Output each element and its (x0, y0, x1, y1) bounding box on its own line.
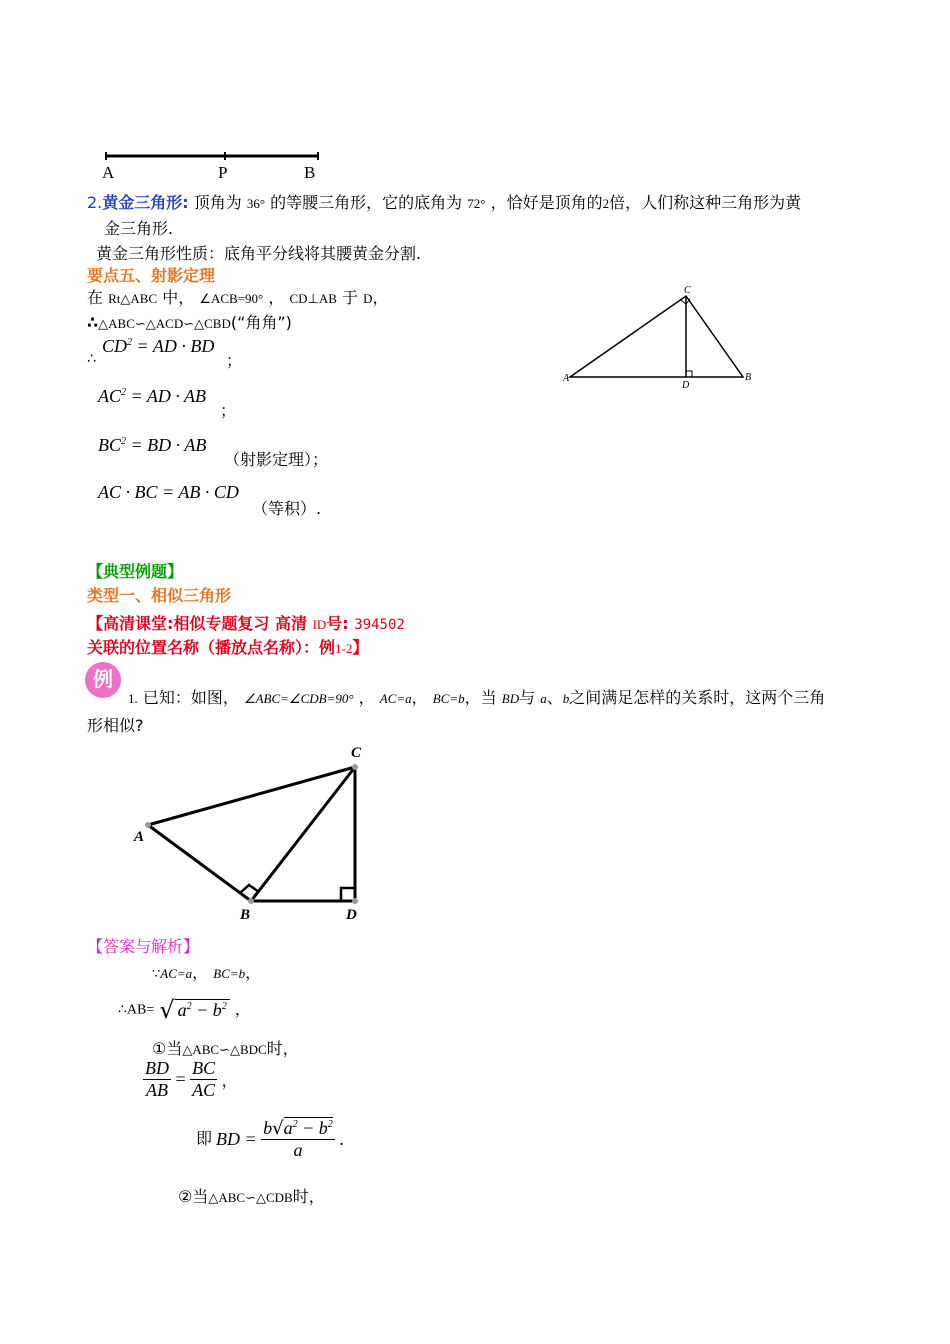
case2-line (178, 1186, 325, 1209)
answer-title: 【答案与解析】 (87, 937, 200, 956)
golden-property (96, 243, 421, 265)
frac-bd-ab (143, 1058, 171, 1101)
q-f: BC=b (432, 691, 465, 706)
eq4-suffix: （等积）. (252, 499, 322, 518)
position-line (87, 637, 368, 660)
s5-l1-d: ∠ACB=90° (199, 291, 264, 306)
frac1-num: BD (145, 1058, 169, 1078)
fig2-label-b: B (240, 907, 251, 923)
bd-suffix: . (339, 1129, 344, 1149)
q-e: ， (411, 688, 428, 707)
q-g: ，当 (464, 688, 497, 707)
bd-sqrt-sign: √ (272, 1118, 284, 1139)
type1-heading: 类型一、相似三角形 (87, 586, 232, 605)
q-d: AC=a (379, 691, 412, 706)
therefore-sign: ∴ (87, 351, 96, 367)
section5-title: 要点五、射影定理 (87, 266, 216, 285)
s5-l1-e: ， (268, 288, 285, 307)
golden-deg36: 36° (246, 196, 266, 211)
s5-l2-c: (“角角”) (230, 313, 292, 332)
frac-bc-ac (190, 1058, 217, 1101)
eq4: AC · BC = AB · CD (98, 482, 239, 502)
s5-l1-a: 在 (87, 288, 104, 307)
golden-heading-title: 黄金三角形: (102, 193, 189, 212)
q-l: b (562, 691, 570, 706)
frac-suffix: ， (221, 1073, 238, 1090)
a-l1-c: ， (192, 963, 209, 982)
fig1-right-angle-d (686, 371, 692, 377)
golden-deg72: 72° (467, 196, 486, 211)
bd-num-b: b (263, 1118, 273, 1138)
course-line (87, 613, 405, 636)
label-b: B (304, 163, 316, 182)
frac1-den: AB (146, 1080, 168, 1100)
ratio-eq-sign: = (175, 1069, 186, 1089)
c1-a: ①当 (152, 1039, 183, 1058)
q-j: a (540, 691, 547, 706)
position-a: 关联的位置名称（播放点名称）：例 (87, 638, 336, 657)
eq2: $AC^2$ = AD · AB (98, 386, 206, 406)
c2-c: 时， (292, 1187, 325, 1206)
q-b: ∠ABC=∠CDB=90° (243, 691, 354, 706)
s5-l1-b: Rt△ABC (108, 291, 158, 306)
a-l2-a: ∴AB= (118, 1002, 155, 1018)
label-a: A (102, 163, 115, 182)
fig2-point-a (145, 822, 151, 828)
example-badge: 例 (85, 662, 121, 698)
eq3: $BC^2$ = BD · AB (98, 435, 207, 455)
course-c: 号: (326, 614, 349, 633)
bd-num-radicand: $a^2 - b^2$ (283, 1118, 333, 1138)
answer-line2 (118, 996, 251, 1024)
a-l1-e: ， (245, 963, 262, 982)
bd-fraction (261, 1118, 335, 1161)
c2-a: ②当 (178, 1187, 209, 1206)
fig2-line-ab (148, 825, 251, 901)
eq2-suffix: ； (220, 401, 237, 420)
fig2-right-angle-b (240, 885, 259, 893)
q-a: 已知：如图， (142, 688, 239, 707)
golden-triangle-line2 (104, 218, 173, 240)
label-p: P (218, 163, 228, 182)
figure2-triangles (128, 740, 378, 925)
golden-text-a: 顶角为 (193, 193, 242, 212)
q-c: ， (358, 688, 375, 707)
question-line1 (128, 687, 825, 710)
question-line2: 形相似? (87, 716, 144, 735)
ji-label: 即 (196, 1129, 213, 1148)
q-k: 、 (546, 688, 563, 707)
bd-equation (216, 1118, 344, 1161)
s5-l1-g: 于 (342, 288, 359, 307)
fig2-label-c: C (351, 745, 362, 761)
golden-heading-number: 2. (87, 193, 103, 212)
a-l1-d: BC=b (213, 966, 246, 981)
q-num: 1. (128, 691, 138, 706)
c2-b: △ABC∽△CDB (208, 1190, 293, 1205)
golden-text-e: 金三角形. (104, 219, 174, 238)
c1-b: △ABC∽△BDC (182, 1042, 267, 1057)
course-id: 394502 (354, 617, 405, 633)
fig1-label-d: D (682, 380, 690, 391)
ratio-equation (143, 1058, 238, 1101)
eq1: $CD^2$ = AD · BD (102, 336, 215, 356)
fig1-triangle-abc (570, 296, 743, 377)
a-l2-b: ， (234, 999, 251, 1019)
frac2-num: BC (192, 1058, 216, 1078)
s5-l1-c: 中， (162, 288, 195, 307)
eq1-suffix: ； (226, 351, 243, 370)
eq3-suffix: （射影定理）； (224, 450, 329, 469)
sqrt-sign: √ (159, 996, 175, 1024)
section5-line1 (87, 287, 389, 310)
position-b: 1-2 (335, 641, 353, 656)
s5-l1-f: CD⊥AB (289, 291, 337, 306)
bd-lhs: BD = (216, 1129, 257, 1149)
s5-l1-h: D (363, 291, 373, 306)
segment-apb-figure (100, 148, 330, 182)
fig2-point-c (352, 764, 358, 770)
fig2-point-d (352, 898, 358, 904)
fig2-label-a: A (134, 829, 145, 845)
q-h: BD (501, 691, 520, 706)
q-m: 之间满足怎样的关系时，这两个三角 (569, 688, 826, 707)
bd-numerator (261, 1118, 335, 1140)
golden-property-text: 黄金三角形性质：底角平分线将其腰黄金分割. (96, 244, 422, 263)
golden-text-d: 倍，人们称这种三角形为黄 (609, 193, 802, 212)
section5-line2 (87, 312, 292, 335)
position-c: 】 (352, 638, 369, 657)
s5-l1-i: ， (372, 288, 389, 307)
golden-text-b: 的等腰三角形，它的底角为 (270, 193, 463, 212)
golden-two: 2 (602, 196, 610, 211)
answer-line1 (152, 962, 261, 985)
fig2-point-b (248, 898, 254, 904)
fig2-label-d: D (346, 907, 357, 923)
golden-text-c: ，恰好是顶角的 (490, 193, 603, 212)
fig1-label-c: C (684, 285, 691, 296)
course-b: ID (312, 617, 327, 632)
a-l1-b: AC=a (160, 966, 193, 981)
figure1-right-triangle (555, 280, 765, 395)
s5-l2-a: ∴ (87, 313, 99, 332)
golden-triangle-line1 (87, 192, 801, 215)
examples-heading: 【典型例题】 (87, 562, 184, 581)
sqrt-radicand: $a^2 - b^2$ (175, 999, 230, 1020)
c1-c: 时， (266, 1039, 299, 1058)
a-l1-a: ∵ (152, 966, 161, 981)
course-a: 【高清课堂:相似专题复习 高清 (87, 614, 307, 633)
fig2-line-ac (148, 767, 355, 825)
fig1-label-b: B (745, 372, 752, 383)
fig2-line-bc (251, 767, 355, 901)
q-i: 与 (519, 688, 536, 707)
s5-l2-b: △ABC∽△ACD∽△CBD (98, 316, 231, 331)
bd-den: a (293, 1140, 303, 1160)
frac2-den: AC (192, 1080, 216, 1100)
fig1-label-a: A (563, 373, 570, 384)
